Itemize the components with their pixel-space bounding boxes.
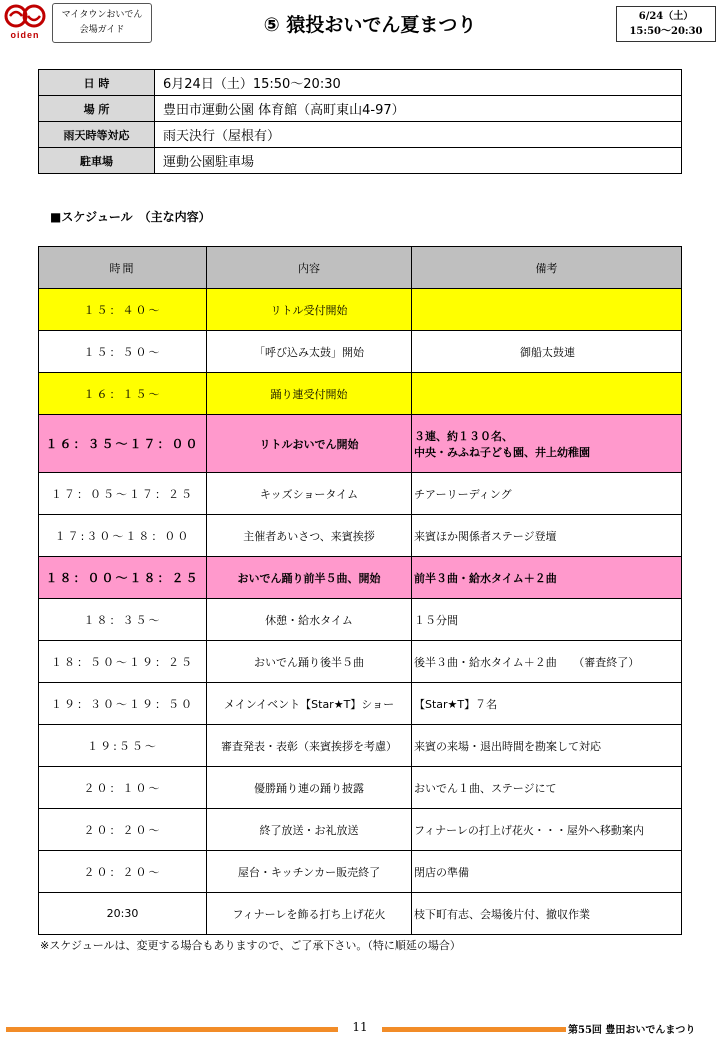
schedule-footnote: ※スケジュールは、変更する場合もありますので、ご了承下さい。（特に順延の場合）: [40, 939, 461, 952]
page-number: 11: [352, 1020, 368, 1034]
logo-text: oiden: [10, 30, 40, 40]
row-time: １５：５０〜: [39, 331, 207, 373]
info-row: [39, 148, 682, 174]
row-time: １７：０５〜１７：２５: [39, 473, 207, 515]
info-value: 6月24日（土）15:50〜20:30: [155, 70, 682, 96]
header-note: 備考: [412, 247, 682, 289]
schedule-row: [39, 515, 682, 557]
footer-bar-left: [6, 1027, 338, 1032]
row-note-line-2: 中央・みふね子ども園、井上幼稚園: [414, 445, 590, 459]
schedule-row: [39, 893, 682, 935]
info-key: 日 時: [39, 70, 155, 96]
row-time: ２０：１０〜: [39, 767, 207, 809]
row-note: フィナーレの打上げ花火・・・屋外へ移動案内: [412, 809, 682, 851]
oiden-logo-icon: [4, 4, 46, 28]
schedule-row: [39, 473, 682, 515]
info-key: 場 所: [39, 96, 155, 122]
info-value: 運動公園駐車場: [155, 148, 682, 174]
schedule-row: [39, 809, 682, 851]
info-value: 豊田市運動公園 体育館（高町東山4-97）: [155, 96, 682, 122]
row-time: １５：４０〜: [39, 289, 207, 331]
row-content: リトルおいでん開始: [207, 415, 412, 473]
row-note: 前半３曲・給水タイム＋２曲: [412, 557, 682, 599]
header-time: 時間: [39, 247, 207, 289]
row-time: １８：３５〜: [39, 599, 207, 641]
row-content: フィナーレを飾る打ち上げ花火: [207, 893, 412, 935]
row-time: １８：５０〜１９：２５: [39, 641, 207, 683]
row-content: おいでん踊り後半５曲: [207, 641, 412, 683]
schedule-table: [38, 246, 682, 935]
row-time: １９:５５〜: [39, 725, 207, 767]
header-content: 内容: [207, 247, 412, 289]
row-content: 終了放送・お礼放送: [207, 809, 412, 851]
row-note: 後半３曲・給水タイム＋２曲 （審査終了）: [412, 641, 682, 683]
schedule-row: [39, 683, 682, 725]
row-note: [412, 373, 682, 415]
row-content: 休憩・給水タイム: [207, 599, 412, 641]
guide-line-1: マイタウンおいでん: [61, 10, 143, 20]
guide-line-2: 会場ガイド: [79, 25, 125, 35]
row-time: ２０：２０〜: [39, 851, 207, 893]
footer-bar-right: [382, 1027, 566, 1032]
row-note: 枝下町有志、会場後片付、撤収作業: [412, 893, 682, 935]
row-content: メインイベント【Star★T】ショー: [207, 683, 412, 725]
schedule-row: [39, 557, 682, 599]
page-title: ⑤ 猿投おいでん夏まつり: [263, 14, 477, 36]
info-key: 雨天時等対応: [39, 122, 155, 148]
row-note: 閉店の準備: [412, 851, 682, 893]
row-content: おいでん踊り前半５曲、開始: [207, 557, 412, 599]
schedule-row: [39, 851, 682, 893]
schedule-row: [39, 641, 682, 683]
schedule-row: [39, 415, 682, 473]
row-time: １６：１５〜: [39, 373, 207, 415]
schedule-row: [39, 289, 682, 331]
row-time: １７:３０〜１８：００: [39, 515, 207, 557]
row-time: １６：３５〜１７：００: [39, 415, 207, 473]
date-line-2: 15:50〜20:30: [629, 26, 703, 37]
schedule-row: [39, 331, 682, 373]
event-info-table: [38, 69, 682, 174]
row-content: キッズショータイム: [207, 473, 412, 515]
row-note: 来賓の来場・退出時間を勘案して対応: [412, 725, 682, 767]
row-note: [412, 415, 682, 473]
schedule-row: [39, 725, 682, 767]
date-line-1: 6/24（土）: [638, 11, 694, 22]
row-note: 御船太鼓連: [412, 331, 682, 373]
row-note: １５分間: [412, 599, 682, 641]
schedule-title: ■スケジュール （主な内容）: [50, 210, 211, 224]
schedule-row: [39, 767, 682, 809]
row-note-line-1: ３連、約１３０名、: [414, 429, 513, 443]
info-key: 駐車場: [39, 148, 155, 174]
row-time: 20:30: [39, 893, 207, 935]
row-time: １８：００〜１８：２５: [39, 557, 207, 599]
oiden-logo: [2, 4, 48, 42]
schedule-row: [39, 599, 682, 641]
footer-text: 第55回 豊田おいでんまつり: [568, 1025, 696, 1036]
schedule-row: [39, 373, 682, 415]
row-time: ２０：２０〜: [39, 809, 207, 851]
row-note: 来賓ほか関係者ステージ登壇: [412, 515, 682, 557]
row-note: チアーリーディング: [412, 473, 682, 515]
row-content: リトル受付開始: [207, 289, 412, 331]
info-row: [39, 70, 682, 96]
info-row: [39, 96, 682, 122]
row-note: 【Star★T】７名: [412, 683, 682, 725]
venue-guide-box: [52, 3, 152, 43]
date-box: [616, 6, 716, 42]
row-content: 主催者あいさつ、来賓挨拶: [207, 515, 412, 557]
schedule-header-row: [39, 247, 682, 289]
row-content: 優勝踊り連の踊り披露: [207, 767, 412, 809]
row-content: 踊り連受付開始: [207, 373, 412, 415]
row-content: 屋台・キッチンカー販売終了: [207, 851, 412, 893]
row-content: 「呼び込み太鼓」開始: [207, 331, 412, 373]
row-note: [412, 289, 682, 331]
row-note: おいでん１曲、ステージにて: [412, 767, 682, 809]
row-content: 審査発表・表彰（来賓挨拶を考慮）: [207, 725, 412, 767]
row-time: １９：３０〜１９：５０: [39, 683, 207, 725]
info-value: 雨天決行（屋根有）: [155, 122, 682, 148]
info-row: [39, 122, 682, 148]
